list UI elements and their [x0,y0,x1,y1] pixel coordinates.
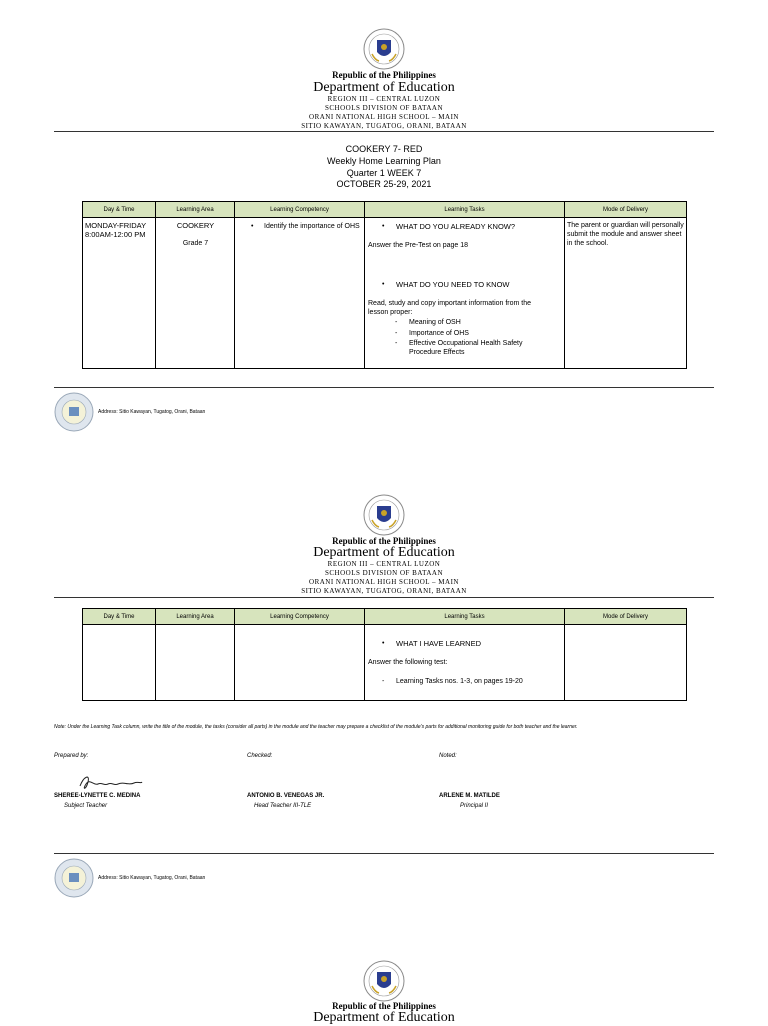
principal-name: ARLENE M. MATILDE [439,793,500,799]
delivery-text: The parent or guardian will personally submit the module and answer sheet in the school. [567,222,684,247]
table-row [83,625,687,701]
region-line: REGION III – CENTRAL LUZON [327,95,441,103]
cell-day-time [83,625,156,701]
footer-address: Address: Sitio Kawayan, Tugatog, Orani, Bataan [98,409,206,415]
region-line: REGION III – CENTRAL LUZON [327,560,441,568]
task-text: Read, study and copy important information from the lesson proper: [368,300,532,316]
department-title: Department of Education [313,80,455,95]
cell-competency [235,218,365,369]
noted-label: Noted: [439,753,457,759]
division-line: SCHOOLS DIVISION OF BATAAN [324,104,444,112]
address-line: SITIO KAWAYAN, TUGATOG, ORANI, BATAAN [301,587,467,595]
header-divider [54,597,714,598]
table-header-row [83,609,687,625]
cell-learning-tasks [365,218,565,369]
prepared-label: Prepared by: [54,753,89,759]
cell-learning-area [156,218,235,369]
plan-quarter: Quarter 1 WEEK 7 [346,168,422,178]
republic-label: Republic of the Philippines [332,536,436,546]
grade-text: Grade 7 [182,240,209,247]
task-item: Effective Occupational Health Safety Procedure Effects [409,340,523,356]
plan-title: COOKERY 7- RED [345,144,423,154]
school-seal [54,858,94,898]
col-learning-area: Learning Area [156,609,235,625]
principal-title: Principal II [460,803,489,809]
task-text: Answer the Pre-Test on page 18 [368,242,469,249]
division-line: SCHOOLS DIVISION OF BATAAN [324,569,444,577]
department-title: Department of Education [313,1010,455,1025]
deped-seal [363,494,405,536]
bullet-icon: • [382,640,385,647]
cell-day-time [83,218,156,369]
learning-plan-table [82,608,687,701]
bullet-icon: • [382,281,385,288]
footer-divider [54,853,714,854]
head-teacher-name: ANTONIO B. VENEGAS JR. [247,793,325,799]
teacher-title: Subject Teacher [64,803,108,809]
head-teacher-title: Head Teacher III-TLE [254,803,312,809]
school-seal [54,392,94,432]
col-day-time: Day & Time [83,609,156,625]
col-learning-competency: Learning Competency [235,609,365,625]
col-learning-area: Learning Area [156,202,235,218]
bullet-icon: • [382,223,385,230]
cell-competency [235,625,365,701]
department-title: Department of Education [313,545,455,560]
task-heading: WHAT DO YOU NEED TO KNOW [396,280,510,289]
competency-text: Identify the importance of OHS [264,223,360,230]
school-line: ORANI NATIONAL HIGH SCHOOL – MAIN [309,578,459,586]
address-line: SITIO KAWAYAN, TUGATOG, ORANI, BATAAN [301,122,467,130]
header-divider [54,131,714,132]
table-row [83,218,687,369]
cell-mode-delivery [565,625,687,701]
dash-icon: - [382,678,385,685]
cell-learning-area [156,625,235,701]
note-text: Note: Under the Learning Task column, write the title of the module, the tasks (consider all parts) in the module and the teacher may prepare a checklist of the module's parts for additional monitoring guide for both teacher and the learner. [54,724,578,730]
cell-mode-delivery [565,218,687,369]
footer-address: Address: Sitio Kawayan, Tugatog, Orani, Bataan [98,875,206,881]
plan-dates: OCTOBER 25-29, 2021 [336,179,432,189]
task-item: Importance of OHS [409,330,469,337]
col-mode-delivery: Mode of Delivery [565,202,687,218]
col-learning-competency: Learning Competency [235,202,365,218]
cell-learning-tasks [365,625,565,701]
republic-label: Republic of the Philippines [332,70,436,80]
task-text: Answer the following test: [368,659,448,666]
task-item: Meaning of OSH [409,319,461,326]
day-time-text: MONDAY-FRIDAY 8:00AM-12:00 PM [85,221,146,239]
task-heading: WHAT DO YOU ALREADY KNOW? [396,222,516,231]
col-day-time: Day & Time [83,202,156,218]
learning-area-text: COOKERY [176,221,215,230]
teacher-name: SHEREE-LYNETTE C. MEDINA [54,793,141,799]
task-item: Learning Tasks nos. 1-3, on pages 19-20 [396,678,523,685]
col-mode-delivery: Mode of Delivery [565,609,687,625]
col-learning-tasks: Learning Tasks [365,202,565,218]
dash-icon: - [395,330,398,337]
task-heading: WHAT I HAVE LEARNED [396,639,482,648]
deped-seal [363,960,405,1002]
deped-seal [363,28,405,70]
plan-subtitle: Weekly Home Learning Plan [327,156,441,166]
dash-icon: - [395,319,398,326]
dash-icon: - [395,340,398,347]
republic-label: Republic of the Philippines [332,1001,436,1011]
learning-plan-table [82,201,687,369]
checked-label: Checked: [247,753,273,759]
col-learning-tasks: Learning Tasks [365,609,565,625]
school-line: ORANI NATIONAL HIGH SCHOOL – MAIN [309,113,459,121]
footer-divider [54,387,714,388]
table-header-row [83,202,687,218]
bullet-icon: • [251,223,254,230]
